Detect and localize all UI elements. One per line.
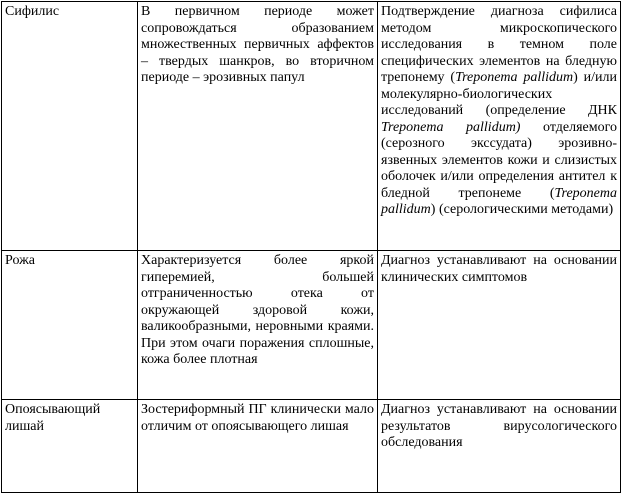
features-cell: В первичном периоде может сопровождаться образованием множественных первичных аффектов – твердых шанкров, во вторичном периоде – эрозивных папул [138, 2, 378, 251]
diagnosis-text: ) (серологическими методами) [430, 202, 614, 217]
disease-cell: Опоясывающий лишай [2, 400, 138, 493]
latin-name: Treponema pallidum) [381, 119, 521, 135]
differential-diagnosis-table [1, 1, 621, 493]
diagnosis-cell: Диагноз устанавливают на основании клинических симптомов [378, 251, 621, 400]
latin-name: Treponema pallidum [381, 185, 617, 217]
disease-cell: Сифилис [2, 2, 138, 251]
diagnosis-text: ) и/или молекулярно-биологических исследований (определение ДНК [381, 70, 617, 118]
diagnosis-text: Подтверждение диагноза сифилиса методом микроскопического исследования в темном поле специфических элементов на бледную трепонему ( [381, 4, 617, 85]
disease-cell: Рожа [2, 251, 138, 400]
table-row-herpes-zoster [2, 400, 621, 493]
latin-name: Treponema pallidum [455, 70, 574, 85]
diagnosis-cell [378, 2, 621, 251]
table-row-erysipelas [2, 251, 621, 400]
features-cell: Зостериформный ПГ клинически мало отличим от опоясывающего лишая [138, 400, 378, 493]
diagnosis-text: отделяемого (серозного экссудата) эрозивно-язвенных элементов кожи и слизистых оболочек и/или определения антител к бледной трепонеме ( [381, 119, 617, 201]
features-cell: Характеризуется более яркой гиперемией, большей отграниченностью отека от окружающей здоровой кожи, валикообразными, неровными краями. При этом очаги поражения сплошные, кожа более плотная [138, 251, 378, 400]
diagnosis-cell: Диагноз устанавливают на основании результатов вирусологического обследования [378, 400, 621, 493]
table-row-syphilis [2, 2, 621, 251]
